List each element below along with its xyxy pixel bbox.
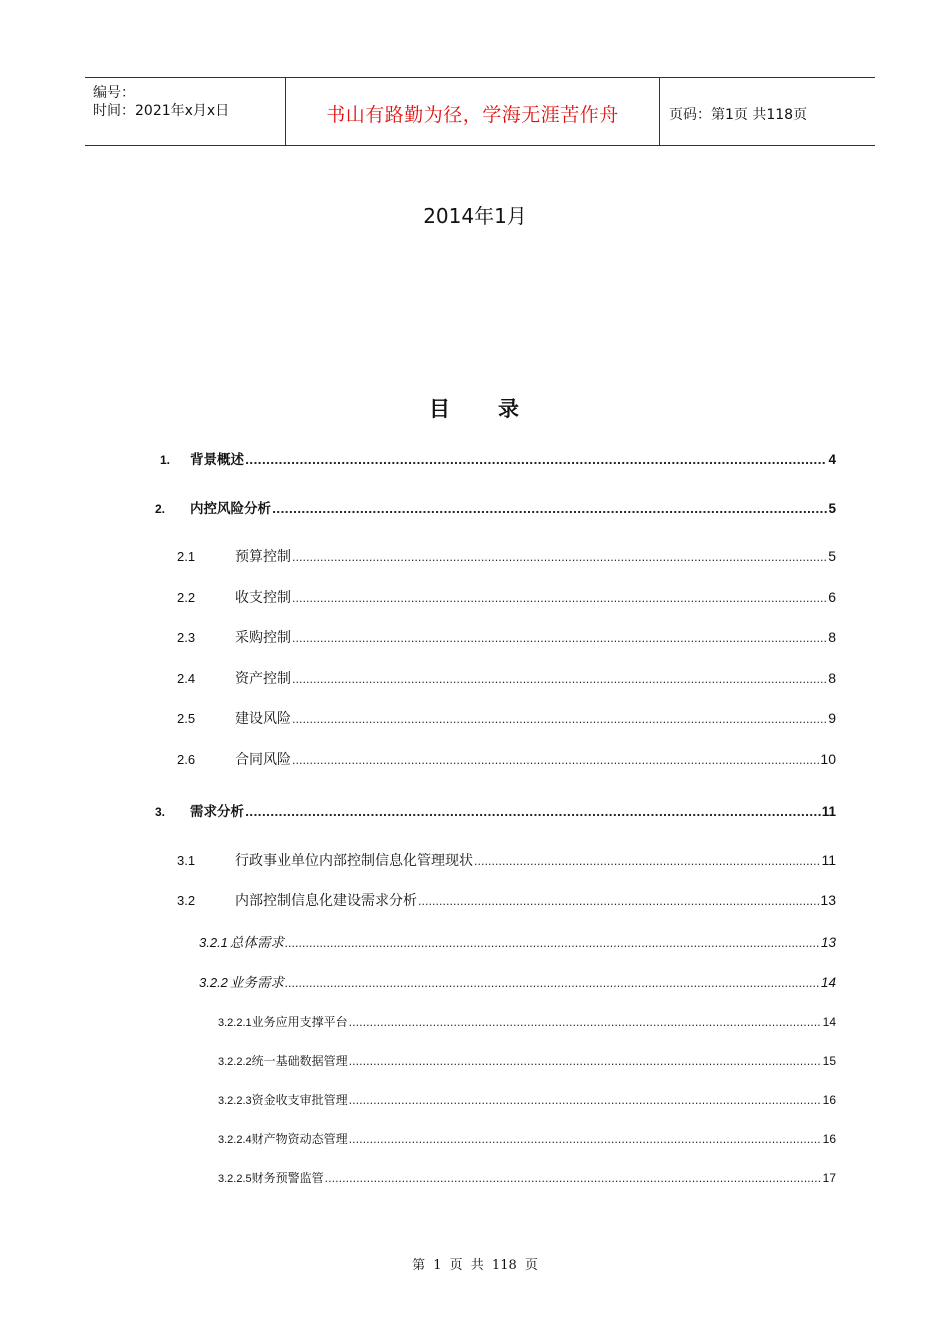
toc-entry-title: 背景概述 bbox=[190, 452, 244, 468]
toc-entry-number: 3.2.2.5 bbox=[218, 1173, 252, 1185]
toc-entry-title: 行政事业单位内部控制信息化管理现状 bbox=[235, 853, 473, 869]
toc-entry-number: 2.5 bbox=[177, 711, 196, 726]
toc-leader-dots bbox=[285, 977, 820, 990]
toc-entry-number: 1. bbox=[160, 453, 171, 467]
toc-entry-title: 内控风险分析 bbox=[190, 501, 271, 517]
toc-entry-title: 建设风险 bbox=[235, 711, 291, 727]
toc-entry-page: 13 bbox=[820, 935, 836, 950]
toc-entry[interactable] bbox=[177, 587, 836, 607]
header-page-info: 页码：第1页 共118页 bbox=[669, 107, 808, 123]
document-number-label: 编号： bbox=[93, 85, 135, 101]
toc-entry-number: 2.3 bbox=[177, 630, 196, 645]
toc-leader-dots bbox=[272, 503, 827, 516]
toc-entry-number: 3.2.2.3 bbox=[218, 1095, 252, 1107]
header-motto-cell bbox=[285, 78, 660, 145]
toc-entry[interactable] bbox=[177, 627, 836, 647]
toc-entry-title: 总体需求 bbox=[229, 935, 284, 951]
toc-entry-page: 14 bbox=[820, 975, 836, 990]
toc-entry[interactable] bbox=[177, 850, 836, 870]
toc-entry-page: 13 bbox=[820, 892, 836, 908]
toc-entry-number: 3.2 bbox=[177, 893, 196, 908]
toc-entry[interactable] bbox=[177, 749, 836, 769]
toc-entry[interactable] bbox=[177, 546, 836, 566]
toc-leader-dots bbox=[349, 1133, 822, 1146]
toc-entry-page: 9 bbox=[828, 710, 836, 726]
toc-entry-page: 8 bbox=[828, 670, 836, 686]
toc-entry-title: 资产控制 bbox=[235, 671, 291, 687]
toc-entry-page: 16 bbox=[822, 1132, 836, 1146]
toc-entry[interactable] bbox=[218, 1013, 836, 1033]
toc-leader-dots bbox=[349, 1094, 822, 1107]
toc-entry-number: 2.2 bbox=[177, 590, 196, 605]
toc-entry-number: 3.2.1 bbox=[199, 935, 228, 950]
toc-entry-title: 合同风险 bbox=[235, 752, 291, 768]
toc-entry-page: 15 bbox=[822, 1054, 836, 1068]
toc-entry-title: 预算控制 bbox=[235, 549, 291, 565]
toc-leader-dots bbox=[292, 754, 819, 767]
page-footer: 第 1 页 共 118 页 bbox=[412, 1258, 538, 1273]
toc-entry[interactable] bbox=[218, 1130, 836, 1150]
toc-entry-title: 财产物资动态管理 bbox=[251, 1132, 348, 1146]
toc-title-char-1: 目 bbox=[429, 397, 452, 421]
toc-entry-title: 收支控制 bbox=[235, 590, 291, 606]
header-page-cell bbox=[659, 78, 875, 145]
document-time-label: 时间：2021年x月x日 bbox=[93, 103, 230, 119]
toc-entry-page: 14 bbox=[822, 1015, 836, 1029]
toc-entry-number: 3. bbox=[155, 805, 166, 819]
toc-entry-page: 11 bbox=[821, 852, 836, 868]
toc-entry-number: 3.2.2 bbox=[199, 975, 228, 990]
toc-leader-dots bbox=[292, 713, 827, 726]
toc-entry-title: 财务预警监管 bbox=[251, 1171, 324, 1185]
toc-entry[interactable] bbox=[155, 800, 836, 820]
toc-entry-title: 需求分析 bbox=[190, 804, 244, 820]
toc-entry-page: 16 bbox=[822, 1093, 836, 1107]
toc-entry[interactable] bbox=[199, 931, 836, 951]
toc-entry-number: 3.2.2.1 bbox=[218, 1017, 252, 1029]
toc-entry-page: 8 bbox=[828, 629, 836, 645]
page-header bbox=[85, 77, 875, 146]
toc-entry-page: 10 bbox=[820, 751, 836, 767]
toc-entry-number: 2. bbox=[155, 502, 166, 516]
toc-entry[interactable] bbox=[177, 890, 836, 910]
header-motto: 书山有路勤为径，学海无涯苦作舟 bbox=[326, 104, 619, 126]
toc-entry-title: 业务需求 bbox=[229, 975, 284, 991]
toc-entry[interactable] bbox=[155, 497, 836, 517]
toc-leader-dots bbox=[292, 551, 827, 564]
toc-entry-page: 17 bbox=[822, 1171, 836, 1185]
toc-entry[interactable] bbox=[160, 448, 836, 468]
toc-entry-number: 2.4 bbox=[177, 671, 196, 686]
toc-entry-page: 11 bbox=[821, 804, 836, 819]
toc-leader-dots bbox=[292, 632, 827, 645]
toc-leader-dots bbox=[292, 673, 827, 686]
toc-leader-dots bbox=[418, 895, 819, 908]
toc-entry-page: 5 bbox=[828, 548, 836, 564]
toc-entry[interactable] bbox=[218, 1052, 836, 1072]
toc-entry-number: 2.6 bbox=[177, 752, 196, 767]
toc-entry-title: 统一基础数据管理 bbox=[251, 1054, 348, 1068]
toc-leader-dots bbox=[245, 806, 821, 819]
toc-entry-title: 采购控制 bbox=[235, 630, 291, 646]
toc-leader-dots bbox=[245, 454, 827, 467]
toc-entry-number: 3.1 bbox=[177, 853, 196, 868]
toc-entry-title: 内部控制信息化建设需求分析 bbox=[235, 893, 417, 909]
toc-leader-dots bbox=[325, 1172, 822, 1185]
toc-title bbox=[0, 393, 950, 423]
toc-entry[interactable] bbox=[218, 1091, 836, 1111]
toc-entry-page: 6 bbox=[828, 589, 836, 605]
toc-entry[interactable] bbox=[177, 708, 836, 728]
toc-entry-number: 2.1 bbox=[177, 549, 196, 564]
toc-leader-dots bbox=[349, 1055, 822, 1068]
toc-entry[interactable] bbox=[218, 1169, 836, 1189]
header-meta-cell bbox=[85, 78, 285, 145]
toc-entry-title: 资金收支审批管理 bbox=[251, 1093, 348, 1107]
toc-entry-number: 3.2.2.2 bbox=[218, 1056, 252, 1068]
toc-leader-dots bbox=[292, 592, 827, 605]
document-date: 2014年1月 bbox=[423, 204, 527, 228]
toc-entry-page: 4 bbox=[828, 452, 836, 467]
toc-entry-page: 5 bbox=[828, 501, 836, 516]
toc-leader-dots bbox=[474, 855, 820, 868]
toc-leader-dots bbox=[349, 1016, 822, 1029]
toc-entry-title: 业务应用支撑平台 bbox=[251, 1015, 348, 1029]
toc-entry-number: 3.2.2.4 bbox=[218, 1134, 252, 1146]
toc-entry[interactable] bbox=[199, 971, 836, 991]
toc-title-char-2: 录 bbox=[498, 397, 521, 421]
toc-entry[interactable] bbox=[177, 668, 836, 688]
toc-leader-dots bbox=[285, 937, 820, 950]
